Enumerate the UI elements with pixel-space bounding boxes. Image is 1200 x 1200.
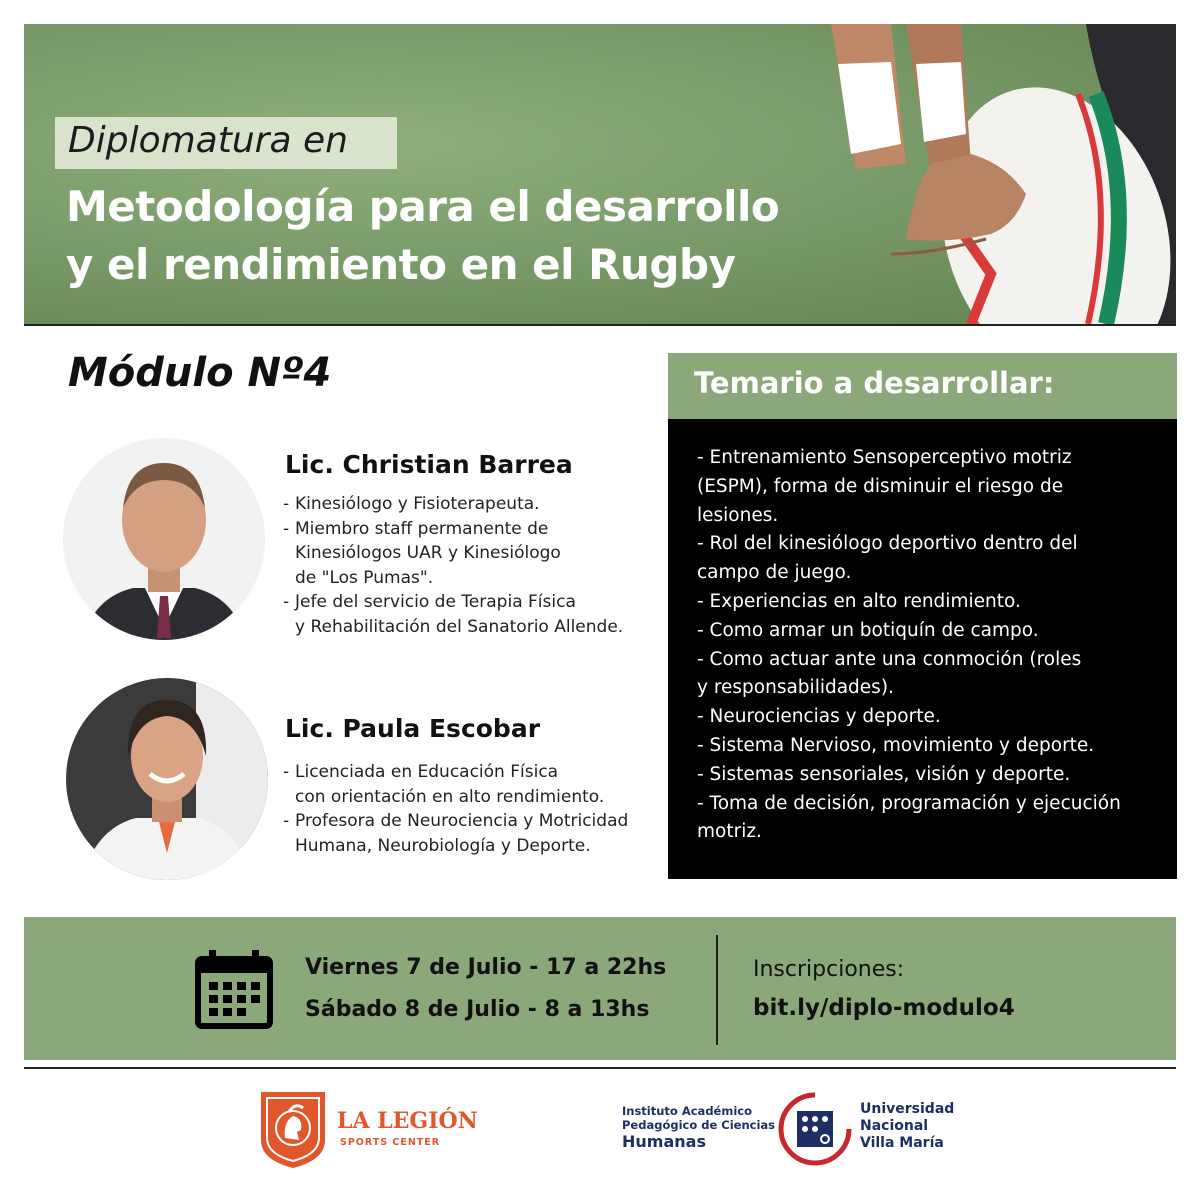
module-label: Módulo Nº4 (68, 350, 332, 396)
temario-item: - Como armar un botiquín de campo. (697, 619, 1039, 641)
temario-item: - Neurociencias y deporte. (697, 706, 941, 728)
speaker-name-paula: Lic. Paula Escobar (285, 714, 541, 743)
temario-item: - Como actuar ante una conmoción (roles y responsabilidades). (697, 648, 1082, 699)
bio-item: - Profesora de Neurociencia y Motricidad Humana, Neurobiología y Deporte. (283, 811, 629, 856)
unvm-emblem-logo (778, 1092, 852, 1166)
temario-item: - Entrenamiento Sensoperceptivo motriz (ESPM), forma de disminuir el riesgo de lesiones. (697, 447, 1072, 526)
schedule-day-1: Viernes 7 de Julio - 17 a 22hs (305, 955, 667, 980)
page-title (66, 178, 826, 294)
temario-item: - Rol del kinesiólogo deportivo dentro del campo de juego. (697, 533, 1078, 584)
title-line-2: y el rendimiento en el Rugby (66, 240, 736, 289)
iap-line-1: Instituto Académico (622, 1104, 752, 1118)
header-divider (24, 324, 1176, 326)
footer-divider (24, 1067, 1176, 1069)
temario-item: - Sistema Nervioso, movimiento y deporte. (697, 734, 1095, 756)
unvm-name (860, 1101, 954, 1152)
temario-item: - Toma de decisión, programación y ejecución motriz. (697, 792, 1121, 843)
temario-item: - Sistemas sensoriales, visión y deporte. (697, 763, 1071, 785)
speaker-photo-christian (63, 438, 265, 640)
bio-item: - Kinesiólogo y Fisioterapeuta. (283, 494, 540, 514)
registration-label: Inscripciones: (753, 957, 905, 982)
schedule-day-2: Sábado 8 de Julio - 8 a 13hs (305, 997, 650, 1022)
temario-list (697, 444, 1157, 847)
bio-item: - Jefe del servicio de Terapia Física y Rehabilitación del Sanatorio Allende. (283, 592, 624, 637)
speaker-bio-christian (283, 492, 653, 639)
calendar-icon (195, 949, 273, 1029)
bio-item: - Licenciada en Educación Física con orientación en alto rendimiento. (283, 762, 605, 807)
temario-item: - Experiencias en alto rendimiento. (697, 590, 1021, 612)
bio-item: - Miembro staff permanente de Kinesiólogos UAR y Kinesiólogo de "Los Pumas". (283, 518, 561, 588)
la-legion-subtitle: SPORTS CENTER (340, 1137, 441, 1148)
iap-line-2: Pedagógico de Ciencias (622, 1118, 776, 1132)
speaker-name-christian: Lic. Christian Barrea (285, 450, 573, 479)
iap-ciencias-humanas-logo (622, 1104, 775, 1152)
temario-title: Temario a desarrollar: (694, 366, 1055, 400)
registration-link[interactable]: bit.ly/diplo-modulo4 (753, 995, 1015, 1021)
schedule-divider (716, 935, 718, 1045)
title-line-1: Metodología para el desarrollo (66, 182, 780, 231)
speaker-photo-paula (66, 678, 268, 880)
unvm-line-2: Nacional (860, 1118, 929, 1134)
la-legion-name: LA LEGIÓN (337, 1108, 478, 1134)
unvm-line-3: Villa María (860, 1135, 944, 1151)
iap-line-3: Humanas (622, 1132, 706, 1151)
la-legion-crest-logo (259, 1088, 327, 1170)
pretitle: Diplomatura en (68, 120, 348, 161)
unvm-line-1: Universidad (860, 1101, 955, 1117)
speaker-bio-paula (283, 760, 653, 858)
